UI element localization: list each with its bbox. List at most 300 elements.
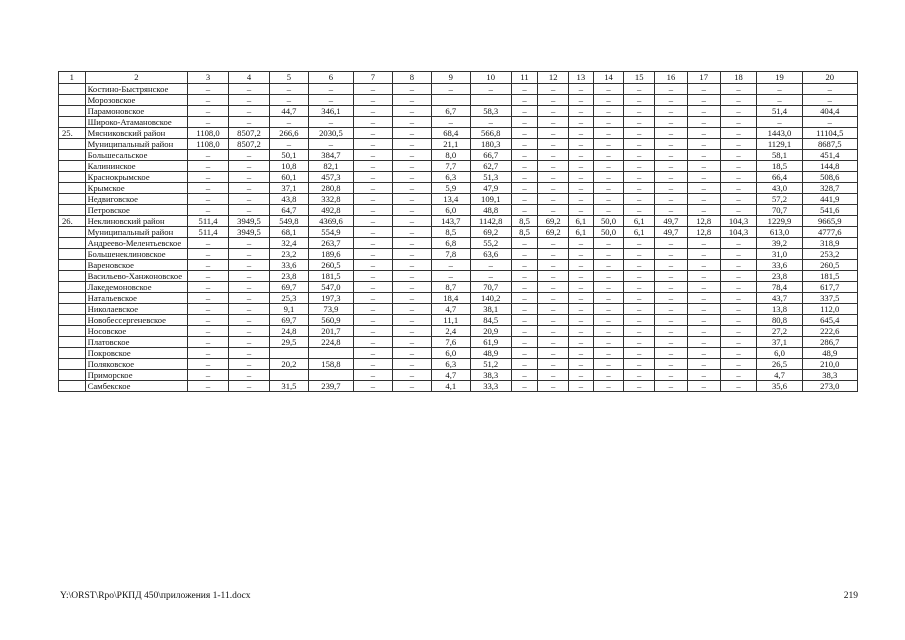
value-cell: – [538,249,569,260]
value-cell: – [720,183,757,194]
value-cell: 6,0 [757,348,802,359]
value-cell: – [802,84,857,95]
value-cell: 38,3 [802,370,857,381]
value-cell: – [569,370,594,381]
value-cell: – [655,249,688,260]
value-cell: 8,7 [431,282,470,293]
value-cell: – [538,172,569,183]
value-cell: – [569,172,594,183]
value-cell: – [593,238,624,249]
value-cell: – [720,95,757,106]
value-cell: – [593,172,624,183]
value-cell: – [624,304,655,315]
value-cell: 70,7 [757,205,802,216]
value-cell: 2,4 [431,326,470,337]
value-cell: 8,5 [431,227,470,238]
value-cell: 5,9 [431,183,470,194]
value-cell: 253,2 [802,249,857,260]
row-number-cell [59,249,86,260]
value-cell: – [569,128,594,139]
value-cell: 222,6 [802,326,857,337]
value-cell: – [624,205,655,216]
value-cell: 260,5 [308,260,353,271]
value-cell: 31,0 [757,249,802,260]
value-cell: – [353,117,392,128]
value-cell: 4,7 [757,370,802,381]
value-cell: – [538,183,569,194]
value-cell: – [569,183,594,194]
value-cell: – [188,381,229,392]
value-cell: – [624,315,655,326]
value-cell: 1142,8 [470,216,511,227]
value-cell: 20,9 [470,326,511,337]
header-cell: 5 [269,72,308,84]
value-cell: – [655,194,688,205]
value-cell: – [593,183,624,194]
value-cell: – [188,326,229,337]
value-cell: – [392,337,431,348]
settlement-name-cell: Мясниковский район [85,128,187,139]
value-cell: – [229,172,270,183]
value-cell: 50,1 [269,150,308,161]
value-cell: – [655,161,688,172]
header-cell: 2 [85,72,187,84]
value-cell: – [188,150,229,161]
value-cell: – [569,315,594,326]
value-cell: – [511,381,538,392]
value-cell: 58,3 [470,106,511,117]
table-row [59,315,858,326]
value-cell: – [229,194,270,205]
value-cell: – [569,150,594,161]
value-cell: – [353,139,392,150]
value-cell: – [624,348,655,359]
row-number-cell [59,315,86,326]
value-cell: – [593,205,624,216]
row-number-cell [59,117,86,128]
value-cell: – [655,205,688,216]
value-cell: – [229,150,270,161]
value-cell: 104,3 [720,216,757,227]
row-number-cell [59,370,86,381]
value-cell: 566,8 [470,128,511,139]
value-cell: – [687,359,720,370]
value-cell: – [269,139,308,150]
value-cell: 43,0 [757,183,802,194]
value-cell: – [538,370,569,381]
value-cell: – [353,315,392,326]
value-cell: – [229,271,270,282]
value-cell: – [229,205,270,216]
value-cell: – [720,161,757,172]
value-cell: – [802,95,857,106]
value-cell: 457,3 [308,172,353,183]
value-cell: 32,4 [269,238,308,249]
value-cell: – [188,205,229,216]
settlement-name-cell: Николаевское [85,304,187,315]
value-cell: 24,8 [269,326,308,337]
value-cell: 273,0 [802,381,857,392]
value-cell: – [353,370,392,381]
value-cell: – [392,150,431,161]
value-cell: – [229,95,270,106]
value-cell: 617,7 [802,282,857,293]
value-cell: – [229,106,270,117]
value-cell: – [188,271,229,282]
row-number-cell [59,139,86,150]
value-cell: 23,8 [757,271,802,282]
value-cell: 2030,5 [308,128,353,139]
value-cell: – [188,260,229,271]
value-cell: – [720,304,757,315]
value-cell: – [655,128,688,139]
value-cell: 8,5 [511,216,538,227]
value-cell: – [188,370,229,381]
table-row [59,370,858,381]
value-cell: 50,0 [593,227,624,238]
value-cell [308,348,353,359]
value-cell: 64,7 [269,205,308,216]
value-cell: – [188,304,229,315]
value-cell: – [511,117,538,128]
row-number-cell [59,161,86,172]
value-cell: – [392,326,431,337]
value-cell: – [353,326,392,337]
value-cell: – [188,359,229,370]
value-cell: 66,4 [757,172,802,183]
table-row [59,348,858,359]
value-cell: 68,1 [269,227,308,238]
value-cell: 66,7 [470,150,511,161]
value-cell: – [655,304,688,315]
value-cell: – [538,359,569,370]
value-cell: 8,5 [511,227,538,238]
value-cell: 1108,0 [188,128,229,139]
value-cell: – [511,337,538,348]
value-cell: – [624,238,655,249]
value-cell: – [431,84,470,95]
value-cell: 82,1 [308,161,353,172]
settlement-name-cell: Широко-Атамановское [85,117,187,128]
value-cell: – [308,95,353,106]
value-cell: – [538,106,569,117]
value-cell: – [687,370,720,381]
value-cell: 26,5 [757,359,802,370]
value-cell: 33,6 [269,260,308,271]
value-cell: – [511,139,538,150]
row-number-cell [59,172,86,183]
value-cell: – [569,117,594,128]
table-row [59,293,858,304]
value-cell: 58,1 [757,150,802,161]
value-cell: – [353,304,392,315]
value-cell: – [353,359,392,370]
value-cell: – [569,337,594,348]
header-cell: 16 [655,72,688,84]
value-cell: 286,7 [802,337,857,348]
settlement-name-cell: Парамоновское [85,106,187,117]
value-cell: 39,2 [757,238,802,249]
value-cell: 7,6 [431,337,470,348]
value-cell: – [569,293,594,304]
value-cell: – [511,370,538,381]
value-cell: 263,7 [308,238,353,249]
value-cell: – [593,106,624,117]
value-cell: 69,7 [269,315,308,326]
value-cell: 13,4 [431,194,470,205]
value-cell: – [392,238,431,249]
header-cell: 4 [229,72,270,84]
value-cell: – [593,381,624,392]
value-cell: – [470,84,511,95]
settlement-name-cell: Большесальское [85,150,187,161]
value-cell: – [687,337,720,348]
value-cell: 47,9 [470,183,511,194]
value-cell: 6,1 [624,216,655,227]
value-cell: – [392,249,431,260]
value-cell: – [229,260,270,271]
value-cell: – [511,205,538,216]
value-cell: – [593,315,624,326]
value-cell: 23,2 [269,249,308,260]
table-row [59,117,858,128]
value-cell: – [392,370,431,381]
value-cell: – [593,370,624,381]
value-cell: – [538,260,569,271]
value-cell: – [538,161,569,172]
value-cell: – [188,282,229,293]
value-cell: – [538,293,569,304]
value-cell: – [655,337,688,348]
value-cell: – [624,161,655,172]
value-cell: 6,1 [569,227,594,238]
value-cell: – [392,139,431,150]
value-cell: – [392,293,431,304]
value-cell: – [392,304,431,315]
value-cell: – [392,315,431,326]
header-cell: 8 [392,72,431,84]
value-cell: – [720,337,757,348]
settlement-name-cell: Костино-Быстрянское [85,84,187,95]
value-cell: – [511,348,538,359]
value-cell: – [569,381,594,392]
value-cell: 1229,9 [757,216,802,227]
value-cell: – [392,216,431,227]
value-cell: – [624,359,655,370]
value-cell: – [593,161,624,172]
value-cell: 18,4 [431,293,470,304]
value-cell: 43,7 [757,293,802,304]
value-cell: – [511,315,538,326]
value-cell: – [569,95,594,106]
settlement-name-cell: Петровское [85,205,187,216]
value-cell: – [624,337,655,348]
settlement-name-cell: Муниципальный район [85,139,187,150]
table-row [59,359,858,370]
table-row [59,326,858,337]
value-cell: – [392,348,431,359]
settlement-name-cell: Неклиновский район [85,216,187,227]
value-cell: – [188,293,229,304]
value-cell: – [757,95,802,106]
value-cell: – [538,326,569,337]
value-cell: – [593,271,624,282]
value-cell: – [511,161,538,172]
value-cell: 20,2 [269,359,308,370]
value-cell: – [353,205,392,216]
row-number-cell [59,348,86,359]
value-cell: 158,8 [308,359,353,370]
row-number-cell [59,381,86,392]
value-cell: – [470,260,511,271]
value-cell: 6,0 [431,348,470,359]
value-cell: 224,8 [308,337,353,348]
value-cell: – [229,370,270,381]
value-cell: – [720,293,757,304]
value-cell: – [269,84,308,95]
value-cell: – [687,315,720,326]
settlement-name-cell: Большенеклиновское [85,249,187,260]
value-cell: – [188,348,229,359]
value-cell: – [569,84,594,95]
value-cell: – [593,337,624,348]
value-cell: – [353,84,392,95]
value-cell: – [687,150,720,161]
value-cell: – [720,172,757,183]
row-number-cell [59,205,86,216]
value-cell: 7,7 [431,161,470,172]
value-cell: – [392,359,431,370]
settlement-name-cell: Васильево-Ханжоновское [85,271,187,282]
header-cell: 9 [431,72,470,84]
value-cell: – [624,194,655,205]
table-row [59,150,858,161]
value-cell: – [229,337,270,348]
value-cell: 140,2 [470,293,511,304]
value-cell: – [593,359,624,370]
value-cell: – [624,381,655,392]
value-cell: 10,8 [269,161,308,172]
table-row [59,139,858,150]
value-cell: – [569,249,594,260]
value-cell: – [687,117,720,128]
value-cell: – [308,84,353,95]
value-cell: – [569,348,594,359]
value-cell: 62,7 [470,161,511,172]
value-cell: – [511,150,538,161]
value-cell: – [593,304,624,315]
value-cell: 266,6 [269,128,308,139]
value-cell: – [593,150,624,161]
settlement-name-cell: Муниципальный район [85,227,187,238]
value-cell: – [229,238,270,249]
value-cell: – [511,84,538,95]
value-cell: 318,9 [802,238,857,249]
row-number-cell: 25. [59,128,86,139]
value-cell: – [687,194,720,205]
value-cell: – [655,139,688,150]
value-cell: 384,7 [308,150,353,161]
settlement-name-cell: Калининское [85,161,187,172]
value-cell: – [593,249,624,260]
table-row [59,381,858,392]
data-table [58,71,858,392]
value-cell: – [720,271,757,282]
value-cell: – [229,381,270,392]
footer-file-path: Y:\ORST\Rpo\РКПД 450\приложения 1-11.docx [60,591,251,601]
value-cell: – [188,95,229,106]
value-cell: 44,7 [269,106,308,117]
value-cell: – [757,84,802,95]
value-cell: – [687,106,720,117]
table-row [59,216,858,227]
settlement-name-cell: Натальевское [85,293,187,304]
value-cell: – [720,117,757,128]
value-cell: – [569,260,594,271]
value-cell: – [229,183,270,194]
value-cell: – [188,249,229,260]
value-cell: – [188,337,229,348]
value-cell: – [687,260,720,271]
value-cell: – [720,139,757,150]
row-number-cell [59,183,86,194]
value-cell: – [431,271,470,282]
table-row [59,271,858,282]
value-cell: – [655,150,688,161]
value-cell: – [624,260,655,271]
value-cell: – [538,282,569,293]
value-cell: – [392,227,431,238]
value-cell: 11104,5 [802,128,857,139]
value-cell: 197,3 [308,293,353,304]
value-cell: – [308,139,353,150]
value-cell: 4777,6 [802,227,857,238]
value-cell: 50,0 [593,216,624,227]
value-cell: – [353,227,392,238]
value-cell: – [569,359,594,370]
value-cell: – [511,249,538,260]
value-cell: – [392,117,431,128]
table-row [59,106,858,117]
value-cell: 6,0 [431,205,470,216]
value-cell: 3949,5 [229,216,270,227]
value-cell: – [687,95,720,106]
value-cell: – [538,128,569,139]
row-number-cell [59,95,86,106]
value-cell: – [538,238,569,249]
value-cell: – [353,249,392,260]
value-cell: – [538,271,569,282]
table-row [59,161,858,172]
value-cell: 511,4 [188,216,229,227]
table-row [59,238,858,249]
value-cell: – [392,128,431,139]
value-cell: – [624,172,655,183]
value-cell: – [269,117,308,128]
value-cell: – [392,205,431,216]
header-cell: 20 [802,72,857,84]
value-cell: 4369,6 [308,216,353,227]
value-cell: – [687,161,720,172]
value-cell: 1129,1 [757,139,802,150]
settlement-name-cell: Самбекское [85,381,187,392]
value-cell: 37,1 [757,337,802,348]
value-cell: 508,6 [802,172,857,183]
table-row [59,95,858,106]
value-cell: 48,8 [470,205,511,216]
value-cell: 57,2 [757,194,802,205]
value-cell: – [538,315,569,326]
